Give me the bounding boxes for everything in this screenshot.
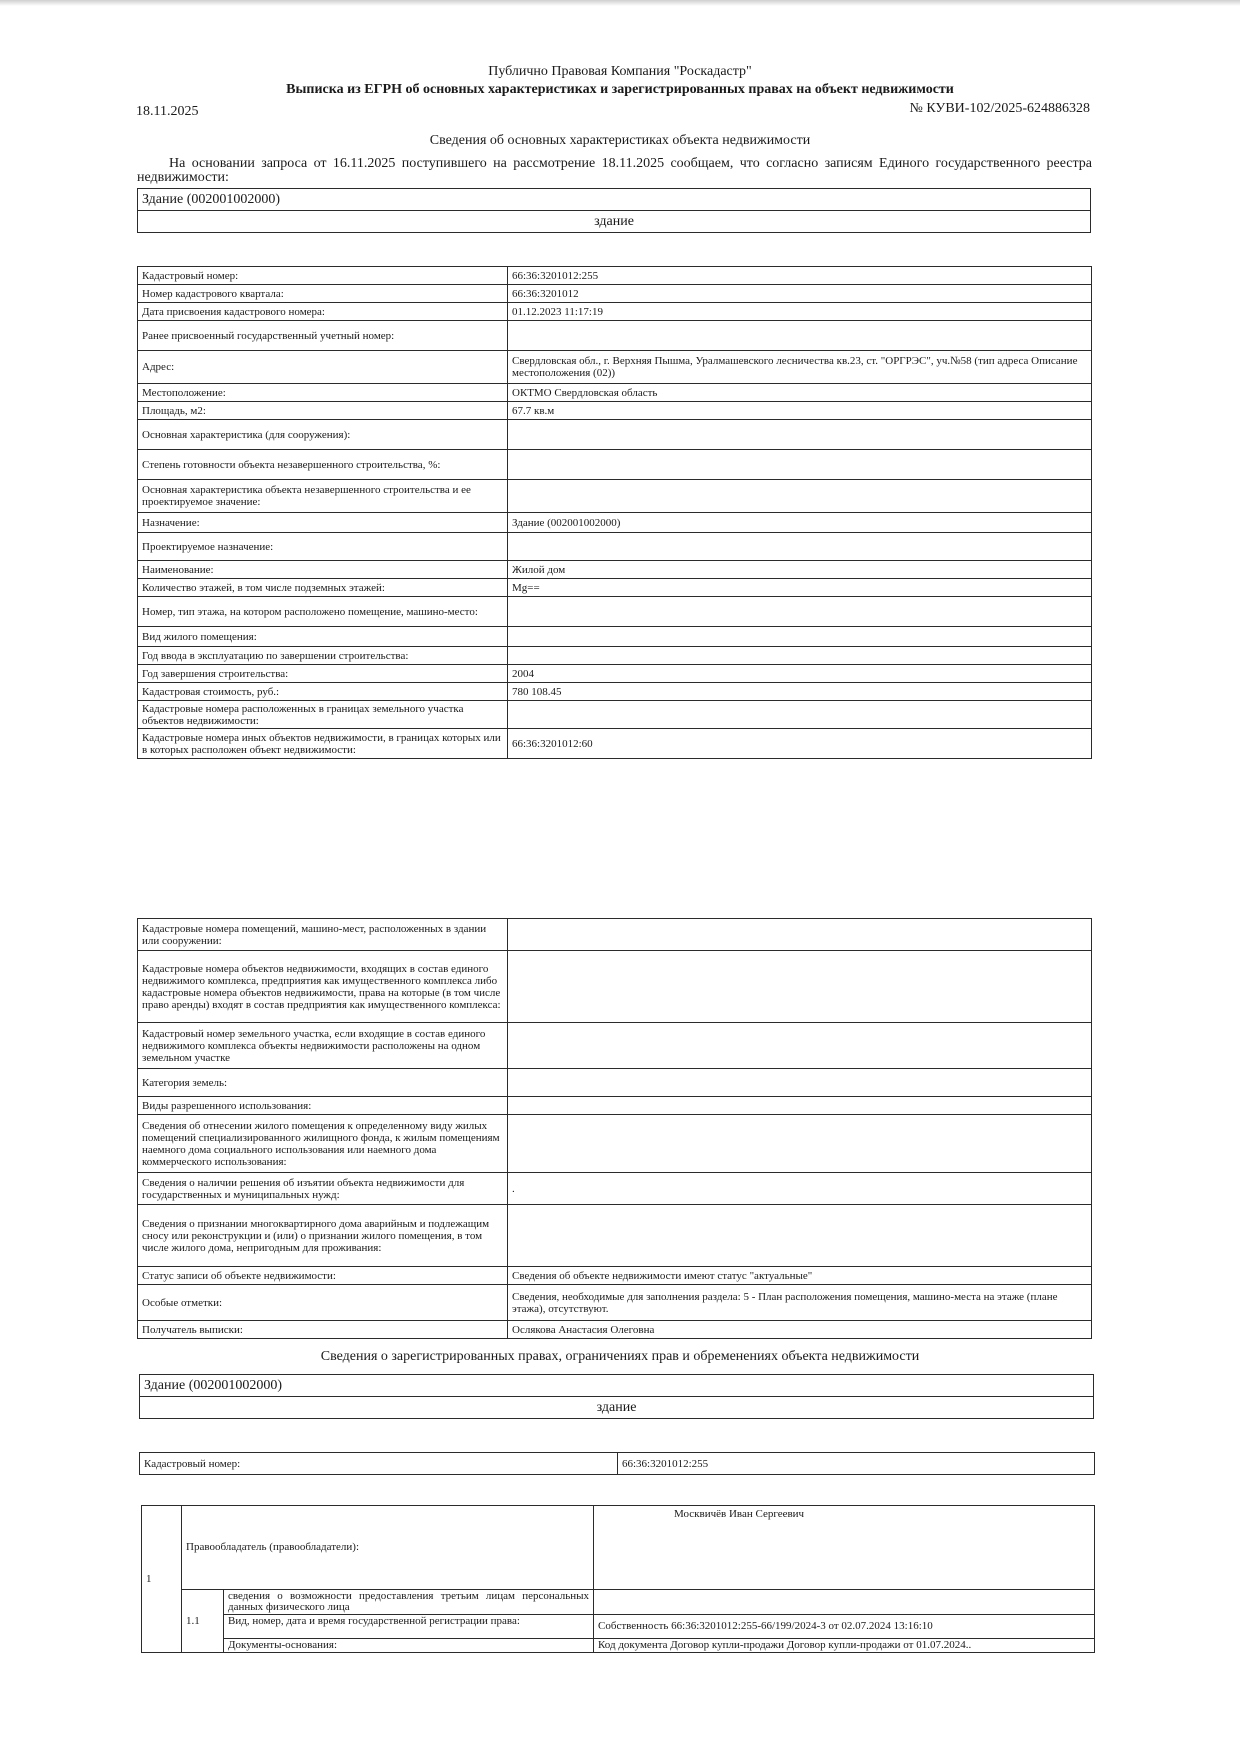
table1-value	[508, 450, 1092, 480]
rights-cadastral-value: 66:36:3201012:255	[618, 1453, 1095, 1475]
table1-label: Наименование:	[138, 561, 508, 579]
table1-label: Кадастровая стоимость, руб.:	[138, 683, 508, 701]
table2-label: Кадастровый номер земельного участка, если входящие в состав единого недвижимого комплекса объекты недвижимости расположены на одном земельном участке	[138, 1023, 508, 1069]
table1-value: 66:36:3201012	[508, 285, 1092, 303]
document-number: № КУВИ-102/2025-624886328	[909, 101, 1090, 116]
table1-label: Год ввода в эксплуатацию по завершении строительства:	[138, 647, 508, 665]
table1-value: Mg==	[508, 579, 1092, 597]
table1-row	[138, 513, 1092, 533]
holder-value: Москвичёв Иван Сергеевич	[594, 1506, 1095, 1590]
registration-label: Вид, номер, дата и время государственной регистрации права:	[224, 1615, 594, 1639]
table1-row	[138, 321, 1092, 351]
table2-value: Сведения об объекте недвижимости имеют статус "актуальные"	[508, 1267, 1092, 1285]
table1-value: Здание (002001002000)	[508, 513, 1092, 533]
table1-value	[508, 627, 1092, 647]
table1-value	[508, 321, 1092, 351]
table1-row	[138, 579, 1092, 597]
table1-value: Свердловская обл., г. Верхняя Пышма, Уралмашевского лесничества кв.23, ст. "ОРГРЭС", уч.№58 (тип адреса Описание местоположения (02))	[508, 351, 1092, 384]
table2-row	[138, 1173, 1092, 1205]
table1-value	[508, 420, 1092, 450]
intro-paragraph	[137, 157, 1092, 185]
characteristics-table	[137, 266, 1092, 759]
table2-value: Сведения, необходимые для заполнения раздела: 5 - План расположения помещения, машино-места на этаже (плане этажа), отсутствуют.	[508, 1285, 1092, 1321]
table1-row	[138, 285, 1092, 303]
table2-value	[508, 1069, 1092, 1097]
table1-label: Адрес:	[138, 351, 508, 384]
rights-cadastral-table	[139, 1452, 1095, 1475]
table1-value	[508, 480, 1092, 513]
table1-row	[138, 384, 1092, 402]
table1-label: Основная характеристика объекта незавершенного строительства и ее проектируемое значение:	[138, 480, 508, 513]
document-date: 18.11.2025	[136, 104, 199, 119]
table1-label: Номер кадастрового квартала:	[138, 285, 508, 303]
table2-value	[508, 951, 1092, 1023]
table2-value	[508, 1023, 1092, 1069]
section-title-characteristics: Сведения об основных характеристиках объекта недвижимости	[429, 133, 811, 148]
table1-value: 01.12.2023 11:17:19	[508, 303, 1092, 321]
document-title: Выписка из ЕГРН об основных характеристиках и зарегистрированных правах на объект недвижимости	[286, 82, 954, 97]
table2-label: Кадастровые номера объектов недвижимости, входящих в состав единого недвижимого комплекса, предприятия как имущественного комплекса либо кадастровые номера объектов недвижимости, права на которые (в том числе право аренды) входят в состав предприятия как имущественного комплекса:	[138, 951, 508, 1023]
table1-row	[138, 480, 1092, 513]
table1-label: Вид жилого помещения:	[138, 627, 508, 647]
table2-row	[138, 951, 1092, 1023]
rights-object-type-box	[139, 1374, 1094, 1419]
scan-edge	[0, 0, 1240, 6]
table1-value: 66:36:3201012:255	[508, 267, 1092, 285]
table1-row	[138, 450, 1092, 480]
table2-value	[508, 1097, 1092, 1115]
table1-row	[138, 597, 1092, 627]
table2-label: Категория земель:	[138, 1069, 508, 1097]
table2-row	[138, 1285, 1092, 1321]
table1-row	[138, 683, 1092, 701]
table2-value: .	[508, 1173, 1092, 1205]
table1-label: Номер, тип этажа, на котором расположено помещение, машино-место:	[138, 597, 508, 627]
table2-row	[138, 1205, 1092, 1267]
table1-value: 780 108.45	[508, 683, 1092, 701]
rights-cadastral-label: Кадастровый номер:	[140, 1453, 618, 1475]
table1-row	[138, 701, 1092, 729]
table1-row	[138, 303, 1092, 321]
table1-label: Местоположение:	[138, 384, 508, 402]
holder-label: Правообладатель (правообладатели):	[182, 1506, 594, 1590]
table2-label: Кадастровые номера помещений, машино-мест, расположенных в здании или сооружении:	[138, 919, 508, 951]
table2-label: Статус записи об объекте недвижимости:	[138, 1267, 508, 1285]
table2-value	[508, 1205, 1092, 1267]
table1-value	[508, 701, 1092, 729]
table1-label: Кадастровые номера иных объектов недвижимости, в границах которых или в которых расположен объект недвижимости:	[138, 729, 508, 759]
table2-label: Сведения о признании многоквартирного дома аварийным и подлежащим сносу или реконструкции и (или) о признании жилого помещения, в том числе жилого дома, непригодным для проживания:	[138, 1205, 508, 1267]
table1-row	[138, 533, 1092, 561]
table2-value	[508, 919, 1092, 951]
table1-label: Год завершения строительства:	[138, 665, 508, 683]
table1-label: Степень готовности объекта незавершенного строительства, %:	[138, 450, 508, 480]
table1-label: Ранее присвоенный государственный учетный номер:	[138, 321, 508, 351]
table1-label: Основная характеристика (для сооружения):	[138, 420, 508, 450]
table1-value: ОКТМО Свердловская область	[508, 384, 1092, 402]
organization-name: Публично Правовая Компания "Роскадастр"	[488, 64, 752, 79]
table2-label: Виды разрешенного использования:	[138, 1097, 508, 1115]
table1-value: 66:36:3201012:60	[508, 729, 1092, 759]
table2-row	[138, 1023, 1092, 1069]
section-title-rights: Сведения о зарегистрированных правах, ограничениях прав и обременениях объекта недвижимости	[320, 1349, 920, 1364]
table1-value: 2004	[508, 665, 1092, 683]
table2-row	[138, 919, 1092, 951]
rights-sub-number: 1.1	[182, 1590, 224, 1653]
table2-label: Особые отметки:	[138, 1285, 508, 1321]
object-kind: здание	[138, 211, 1091, 233]
table1-row	[138, 561, 1092, 579]
table1-label: Проектируемое назначение:	[138, 533, 508, 561]
table1-value	[508, 647, 1092, 665]
table1-row	[138, 665, 1092, 683]
characteristics-table-continued	[137, 918, 1092, 1339]
table2-row	[138, 1069, 1092, 1097]
table1-label: Площадь, м2:	[138, 402, 508, 420]
table2-row	[138, 1267, 1092, 1285]
table2-label: Сведения об отнесении жилого помещения к определенному виду жилых помещений специализированного жилищного фонда, к жилым помещениям наемного дома социального использования или наемного дома коммерческого использования:	[138, 1115, 508, 1173]
table1-row	[138, 627, 1092, 647]
object-type-box	[137, 188, 1091, 233]
table1-value	[508, 597, 1092, 627]
registration-value: Собственность 66:36:3201012:255-66/199/2024-3 от 02.07.2024 13:16:10	[594, 1615, 1095, 1639]
table1-label: Кадастровые номера расположенных в границах земельного участка объектов недвижимости:	[138, 701, 508, 729]
object-type: Здание (002001002000)	[138, 189, 1091, 211]
table2-row	[138, 1321, 1092, 1339]
consent-value	[594, 1590, 1095, 1615]
documents-label: Документы-основания:	[224, 1639, 594, 1653]
rights-row-number: 1	[142, 1506, 182, 1653]
table1-label: Кадастровый номер:	[138, 267, 508, 285]
table1-value: Жилой дом	[508, 561, 1092, 579]
table2-label: Получатель выписки:	[138, 1321, 508, 1339]
rights-table	[141, 1505, 1095, 1653]
table2-label: Сведения о наличии решения об изъятии объекта недвижимости для государственных и муниципальных нужд:	[138, 1173, 508, 1205]
table1-label: Назначение:	[138, 513, 508, 533]
rights-object-kind: здание	[140, 1397, 1094, 1419]
table1-label: Дата присвоения кадастрового номера:	[138, 303, 508, 321]
table1-row	[138, 420, 1092, 450]
consent-label: сведения о возможности предоставления третьим лицам персональных данных физического лица	[224, 1590, 594, 1615]
table1-row	[138, 351, 1092, 384]
intro-text: На основании запроса от 16.11.2025 поступившего на рассмотрение 18.11.2025 сообщаем, что согласно записям Единого государственного реестра недвижимости:	[137, 156, 1092, 185]
documents-value: Код документа Договор купли-продажи Договор купли-продажи от 01.07.2024..	[594, 1639, 1095, 1653]
table1-row	[138, 267, 1092, 285]
table1-row	[138, 647, 1092, 665]
table1-row	[138, 402, 1092, 420]
table1-value: 67.7 кв.м	[508, 402, 1092, 420]
rights-object-type: Здание (002001002000)	[140, 1375, 1094, 1397]
table1-label: Количество этажей, в том числе подземных этажей:	[138, 579, 508, 597]
table2-row	[138, 1115, 1092, 1173]
table1-row	[138, 729, 1092, 759]
table2-value: Ослякова Анастасия Олеговна	[508, 1321, 1092, 1339]
table2-row	[138, 1097, 1092, 1115]
table1-value	[508, 533, 1092, 561]
table2-value	[508, 1115, 1092, 1173]
